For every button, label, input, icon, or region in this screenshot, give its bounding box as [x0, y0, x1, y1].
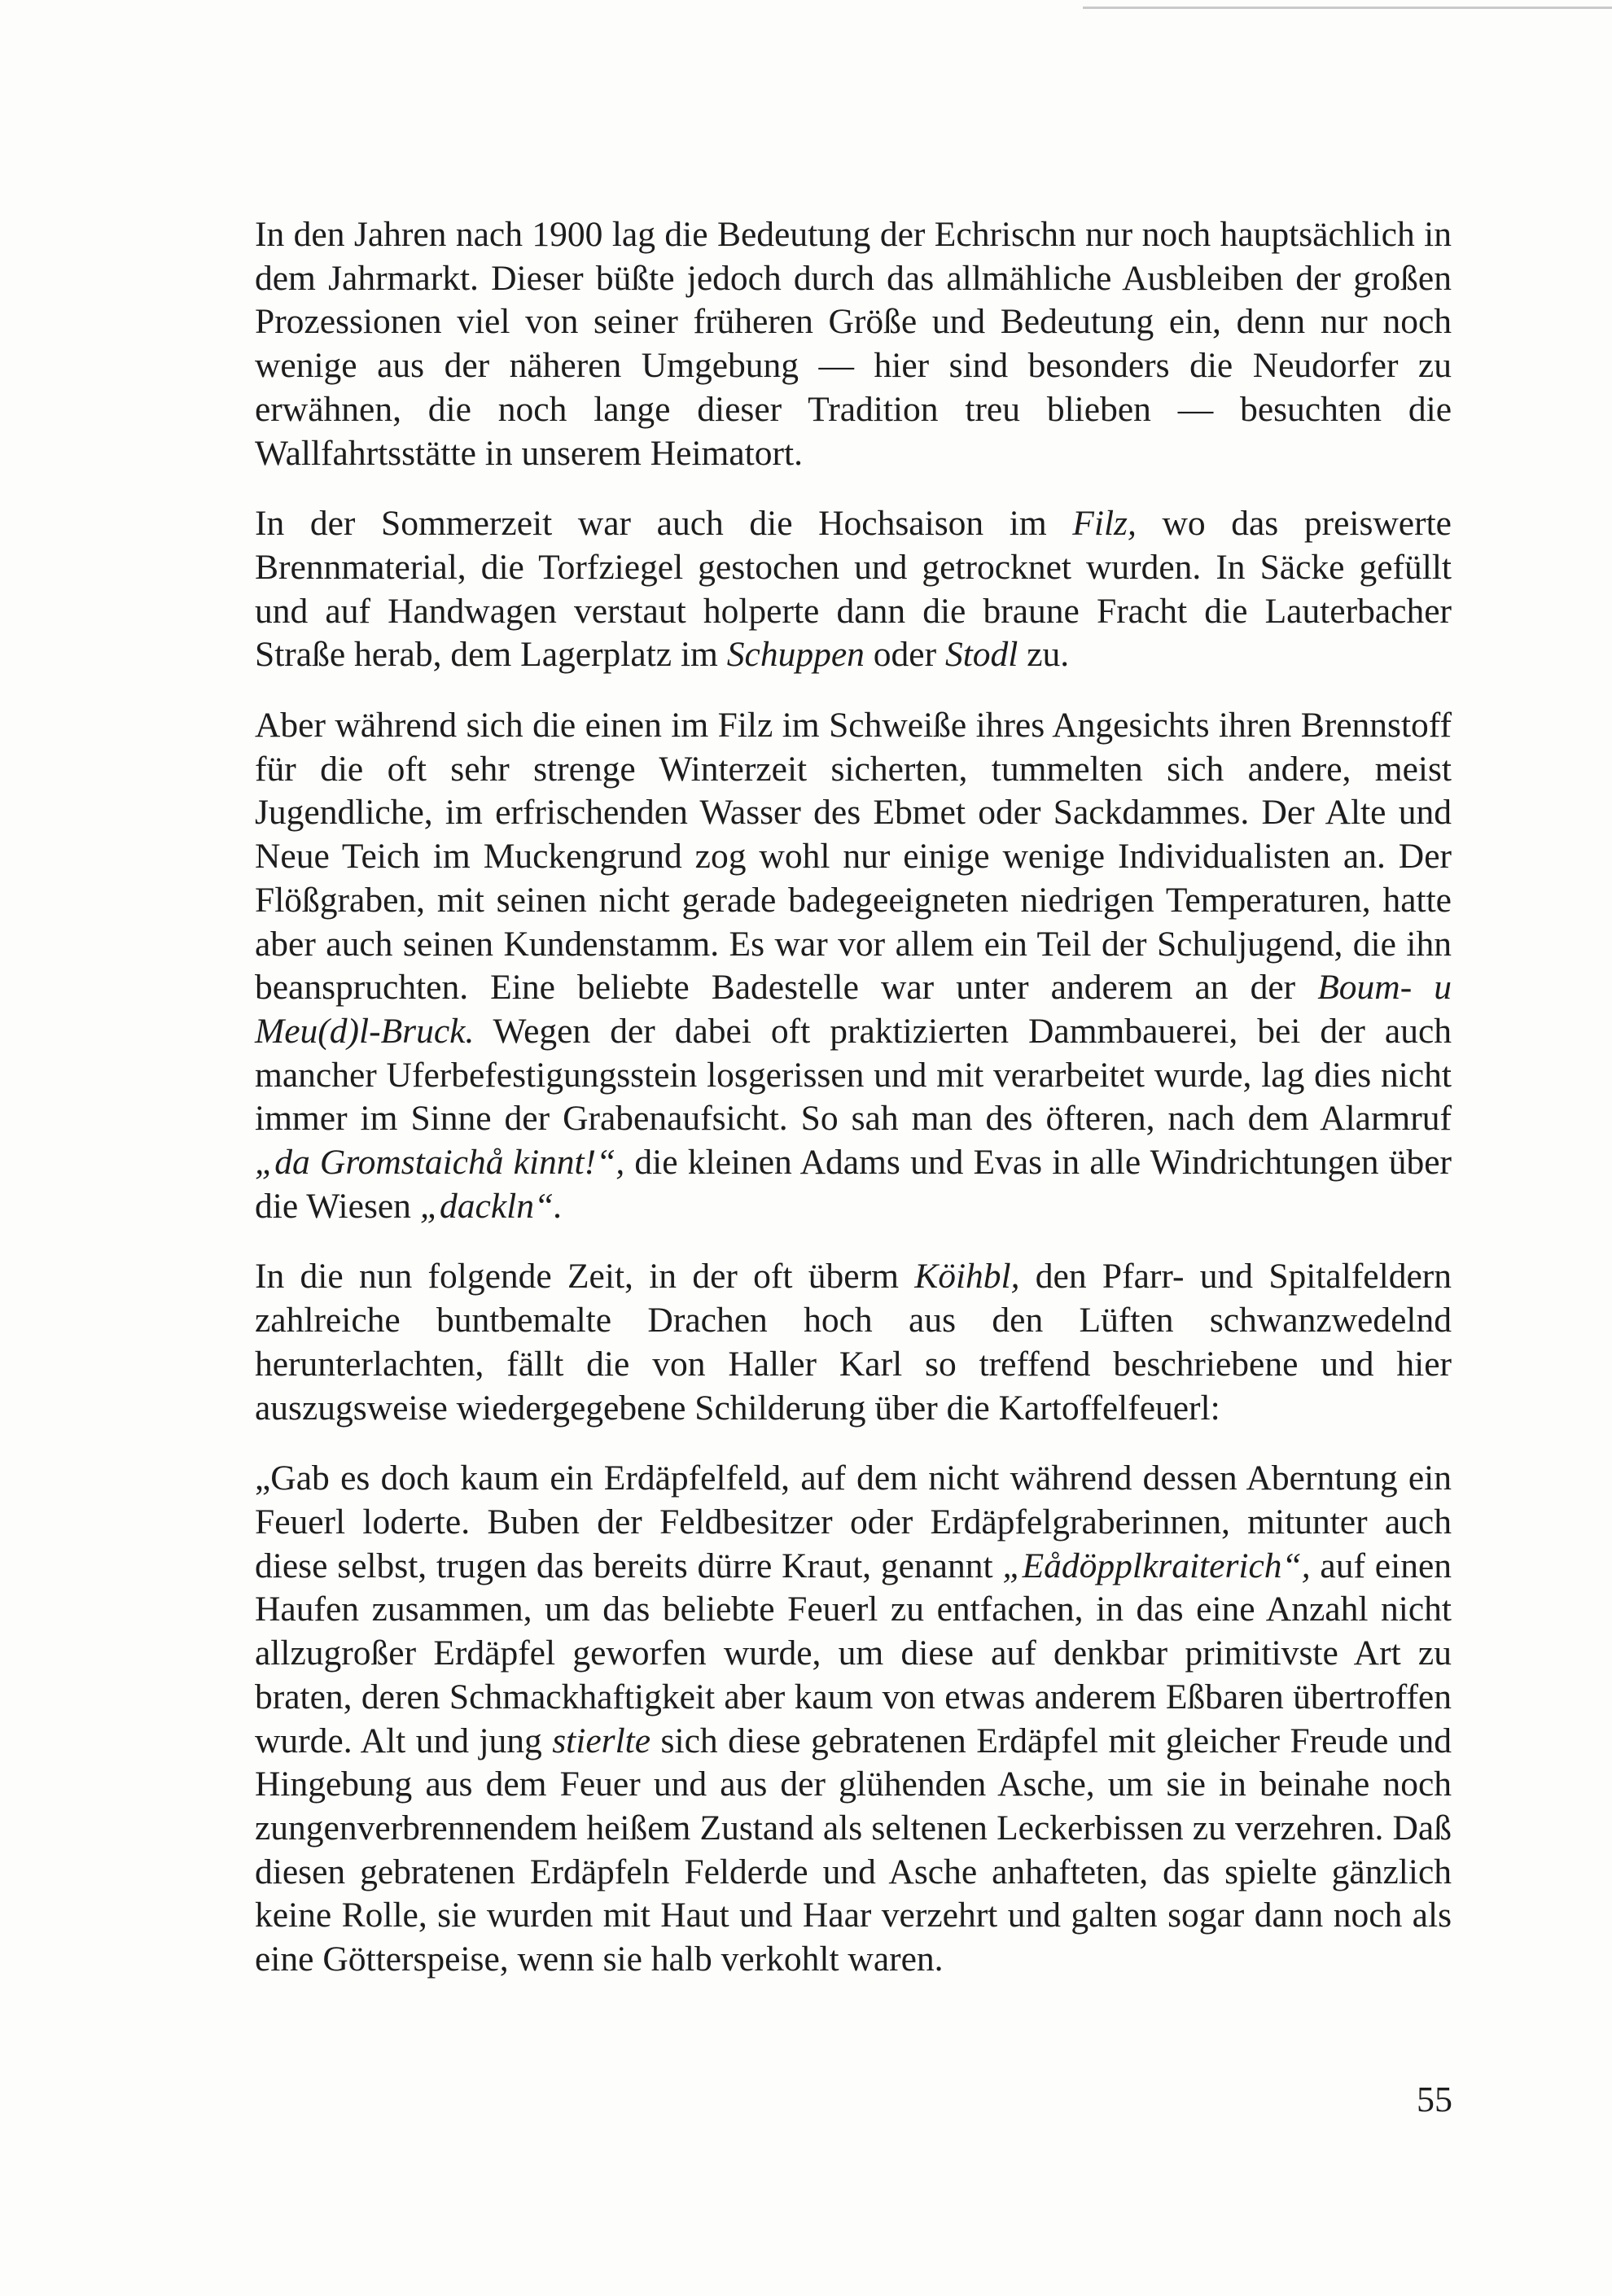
body-text [255, 213, 1452, 2009]
italic-term: „da Gromstaichå kinnt!“, [255, 1143, 625, 1183]
italic-term: Stodl [944, 635, 1018, 675]
italic-term: stierlte [552, 1721, 651, 1760]
text-segment: oder [864, 635, 945, 675]
italic-term: Schuppen [726, 635, 865, 675]
text-segment: zu. [1018, 635, 1070, 675]
italic-term: „Eådöpplkraiterich“, [1002, 1546, 1311, 1585]
text-segment: auf einen Haufen zusammen, um das beliebte Feuerl zu entfachen, in das eine Anzahl nicht allzugroßer Erdäpfel geworfen wurde, um diese auf denkbar primitivste Art zu braten, deren Schmackhaftigkeit aber kaum von etwas anderem Eßbaren übertroffen wurde. Alt und jung [255, 1546, 1452, 1760]
paragraph [255, 704, 1452, 1228]
text-segment: den Pfarr- und Spitalfeldern zahlreiche buntbemalte Drachen hoch aus den Lüften schwanzwedelnd herunterlachten, fällt die von Haller Karl so treffend beschriebene und hier auszugsweise wiedergegebene Schilderung über die Kartoffelfeuerl: [255, 1257, 1452, 1428]
paragraph [255, 213, 1452, 475]
text-segment: die kleinen Adams und Evas in alle Windrichtungen über die Wiesen [255, 1143, 1452, 1226]
italic-term: Filz, [1072, 504, 1137, 544]
paragraph [255, 1255, 1452, 1430]
text-segment: In den Jahren nach 1900 lag die Bedeutung der Echrischn nur noch hauptsächlich in dem Jahrmarkt. Dieser büßte jedoch durch das allmähliche Ausbleiben der großen Prozessionen viel von seiner früheren Größe und Bedeutung ein, denn nur noch wenige aus der näheren Umgebung — hier sind besonders die Neudorfer zu erwähnen, die noch lange dieser Tradition treu blieben — besuchten die Wallfahrtsstätte in unserem Heimatort. [255, 215, 1452, 473]
text-segment: In der Sommerzeit war auch die Hochsaison im [255, 504, 1073, 544]
text-segment: „Gab es doch kaum ein Erdäpfelfeld, auf dem nicht während dessen Aberntung ein Feuerl loderte. Buben der Feldbesitzer oder Erdäpfelgraberinnen, mitunter auch diese selbst, trugen das bereits dürre Kraut, genannt [255, 1459, 1452, 1585]
italic-term: „dackln“. [419, 1186, 563, 1226]
text-segment: Aber während sich die einen im Filz im Schweiße ihres Angesichts ihren Brennstoff für die oft sehr strenge Winterzeit sicherten, tummelten sich andere, meist Jugendliche, im erfrischenden Wasser des Ebmet oder Sackdammes. Der Alte und Neue Teich im Muckengrund zog wohl nur einige wenige Individualisten an. Der Flößgraben, mit seinen nicht gerade badegeeigneten niedrigen Temperaturen, hatte aber auch seinen Kundenstamm. Es war vor allem ein Teil der Schuljugend, die ihn beanspruchten. Eine beliebte Badestelle war unter anderem an der [255, 706, 1452, 1008]
italic-term: Boum- u Meu(d)l-Bruck. [255, 968, 1452, 1051]
paragraph [255, 502, 1452, 677]
text-segment: Wegen der dabei oft praktizierten Dammbauerei, bei der auch mancher Uferbefestigungsstein losgerissen und mit verarbeitet wurde, lag dies nicht immer im Sinne der Grabenaufsicht. So sah man des öfteren, nach dem Alarmruf [255, 1011, 1452, 1139]
text-segment: wo das preiswerte Brennmaterial, die Torfziegel gestochen und getrocknet wurden. In Säcke gefüllt und auf Handwagen verstaut holperte dann die braune Fracht die Lauterbacher Straße herab, dem Lagerplatz im [255, 504, 1452, 675]
paragraph [255, 1457, 1452, 1981]
text-segment: sich diese gebratenen Erdäpfel mit gleicher Freude und Hingebung aus dem Feuer und aus der glühenden Asche, um sie in beinahe noch zungenverbrennendem heißem Zustand als seltenen Leckerbissen zu verzehren. Daß diesen gebratenen Erdäpfeln Felderde und Asche anhafteten, das spielte gänzlich keine Rolle, sie wurden mit Haut und Haar verzehrt und galten sogar dann noch als eine Götterspeise, wenn sie halb verkohlt waren. [255, 1721, 1452, 1979]
italic-term: Köihbl, [914, 1257, 1020, 1297]
text-segment: In die nun folgende Zeit, in der oft überm [255, 1257, 915, 1297]
top-edge-rule [1083, 7, 1612, 9]
page-number: 55 [1417, 2080, 1452, 2119]
